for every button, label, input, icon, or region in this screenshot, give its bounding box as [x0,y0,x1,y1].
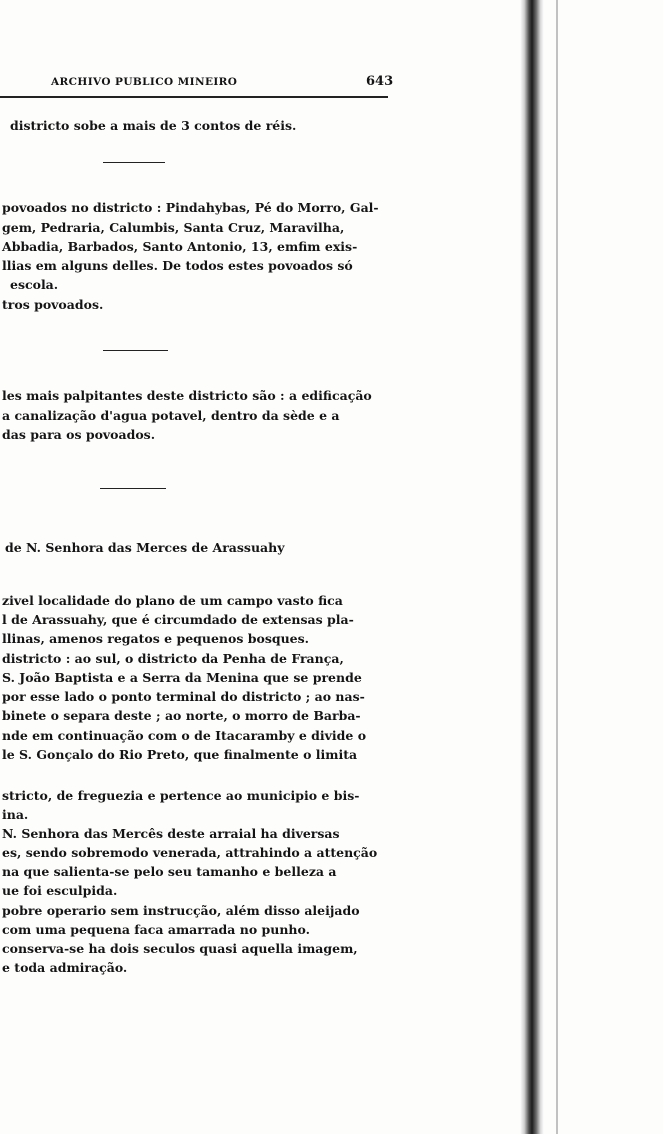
gutter-edge-line [556,0,558,1134]
text-line: nde em continuação com o de Itacaramby e divide o [2,728,367,743]
section-separator [103,350,168,351]
text-line: das para os povoados. [2,427,156,442]
page-number: 643 [366,74,394,89]
text-line: districto sobe a mais de 3 contos de réis. [10,118,297,133]
section-heading: de N. Senhora das Merces de Arassuahy [5,540,285,555]
text-line: escola. [10,277,59,292]
text-line: l de Arassuahy, que é circumdado de extensas pla- [2,612,354,627]
text-line: tros povoados. [2,297,104,312]
text-line: a canalização d'agua potavel, dentro da sède e a [2,408,340,423]
text-line: povoados no districto : Pindahybas, Pé do Morro, Gal- [2,200,379,215]
text-line: les mais palpitantes deste districto são : a edificação [2,388,372,403]
text-line: gem, Pedraria, Calumbis, Santa Cruz, Maravilha, [2,220,345,235]
text-line: por esse lado o ponto terminal do districto ; ao nas- [2,689,365,704]
book-binding-gutter [520,0,544,1134]
text-line: na que salienta-se pelo seu tamanho e belleza a [2,864,337,879]
text-line: llinas, amenos regatos e pequenos bosques. [2,631,310,646]
text-line: llias em alguns delles. De todos estes povoados só [2,258,353,273]
text-line: Abbadia, Barbados, Santo Antonio, 13, emfim exis- [2,239,358,254]
running-header [0,74,400,94]
text-line: com uma pequena faca amarrada no punho. [2,922,310,937]
text-line: N. Senhora das Mercês deste arraial ha diversas [2,826,340,841]
text-line: conserva-se ha dois seculos quasi aquella imagem, [2,941,358,956]
text-line: es, sendo sobremodo venerada, attrahindo a attenção [2,845,378,860]
text-line: pobre operario sem instrucção, além disso aleijado [2,903,360,918]
text-line: ue foi esculpida. [2,883,118,898]
text-line: ina. [2,807,29,822]
section-separator [100,488,166,489]
running-header-title: ARCHIVO PUBLICO MINEIRO [51,76,238,88]
text-line: zivel localidade do plano de um campo vasto fica [2,593,343,608]
text-line: binete o separa deste ; ao norte, o morro de Barba- [2,708,361,723]
text-line: districto : ao sul, o districto da Penha de França, [2,651,344,666]
header-rule [0,96,388,98]
text-line: stricto, de freguezia e pertence ao municipio e bis- [2,788,360,803]
text-line: e toda admiração. [2,960,128,975]
section-separator [103,162,165,163]
text-line: le S. Gonçalo do Rio Preto, que finalmente o limita [2,747,358,762]
text-line: S. João Baptista e a Serra da Menina que se prende [2,670,362,685]
